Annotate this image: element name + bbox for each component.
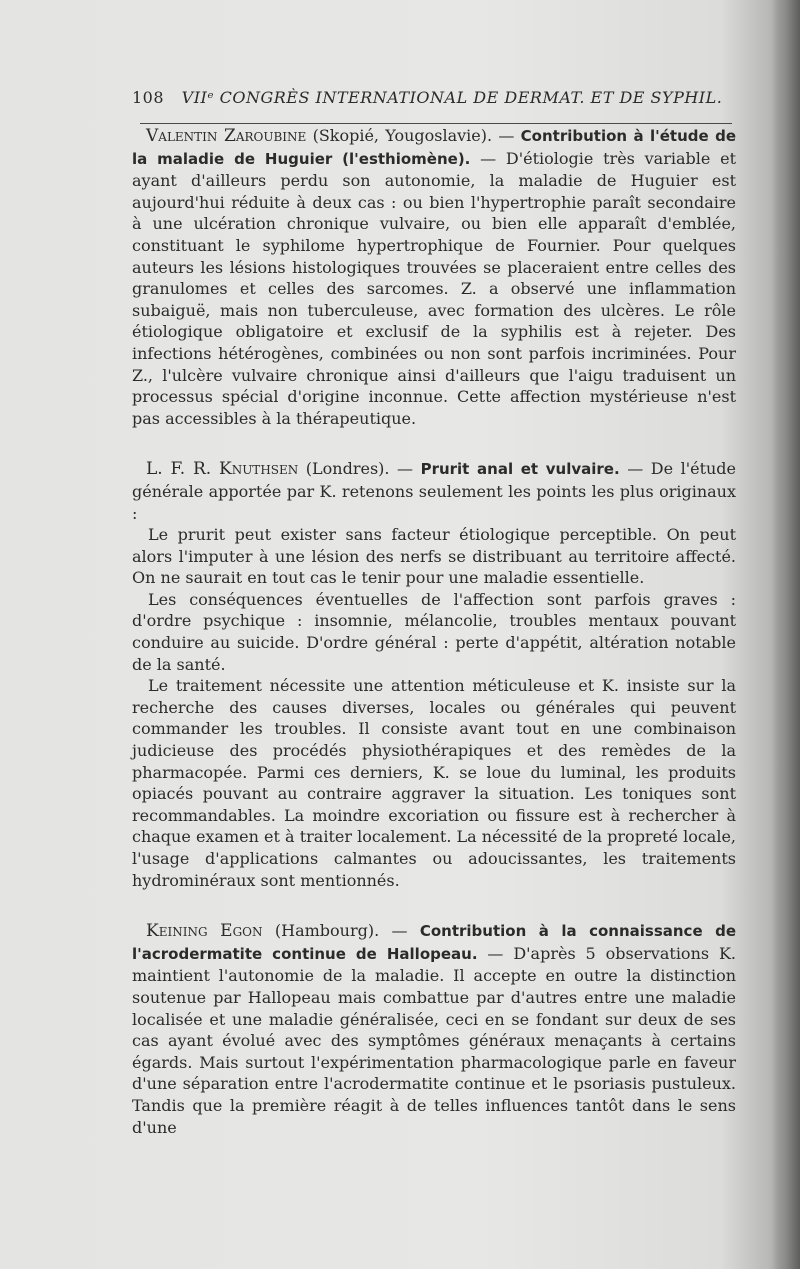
abstract-title: Contribution à la connaissance de l'acrodermatite continue de Hallopeau. — [132, 922, 737, 963]
author-name: Valentin Zaroubine — [146, 126, 307, 146]
author-location: (Skopié, Yougoslavie). — — [306, 126, 521, 145]
abstract-text: — De l'étude générale apportée par K. retenons seulement les points les plus originaux : — [132, 459, 737, 523]
paragraph — [132, 125, 736, 429]
abstract-title: Prurit anal et vulvaire. — [420, 460, 620, 479]
book-spine-shadow — [772, 0, 800, 1269]
running-title: VIIᵉ CONGRÈS INTERNATIONAL DE DERMAT. ET DE SYPHIL. — [181, 88, 723, 107]
paragraph — [132, 458, 736, 524]
running-header — [132, 88, 732, 107]
header-rule — [140, 123, 732, 124]
page-body — [132, 125, 736, 1138]
paragraph: Le prurit peut exister sans facteur étiologique perceptible. On peut alors l'imputer à une lésion des nerfs se distribuant au territoire affecté. On ne saurait en tout cas le tenir pour une maladie essentielle. — [132, 525, 736, 588]
author-name: Keining Egon — [146, 921, 263, 942]
abstract-keining — [132, 920, 736, 1138]
author-location: (Londres). — — [298, 459, 421, 479]
abstract-title: Contribution à l'étude de la maladie de Huguier (l'esthiomène). — [132, 127, 737, 168]
abstract-zaroubine — [132, 125, 736, 429]
abstract-text: — D'après 5 observations K. maintient l'autonomie de la maladie. Il accepte en outre la distinction soutenue par Hallopeau mais combattue par d'autres entre une maladie localisée et une maladie généralisée, ceci en se fondant sur deux de ses cas ayant évolué avec des symptômes généraux menaçants à certains égards. Mais surtout l'expérimentation pharmacologique parle en faveur d'une séparation entre l'acrodermatite continue et le psoriasis pustuleux. Tandis que la première réagit à de telles influences tantôt dans le sens d'une — [132, 943, 737, 1137]
paragraph: Le traitement nécessite une attention méticuleuse et K. insiste sur la recherche des causes diverses, locales ou générales qui peuvent commander les troubles. Il consiste avant tout en une combinaison judicieuse des procédés physiothérapiques et des remèdes de la pharmacopée. Parmi ces derniers, K. se loue du luminal, les produits opiacés pouvant au contraire aggraver la situation. Les toniques sont recommandables. La moindre excoriation ou fissure est à rechercher à chaque examen et à traiter localement. La nécessité de la propreté locale, l'usage d'applications calmantes ou adoucissantes, les traitements hydrominéraux sont mentionnés. — [132, 676, 736, 890]
author-location: (Hambourg). — — [262, 921, 420, 941]
author-name: L. F. R. Knuthsen — [146, 459, 299, 480]
abstract-text: — D'étiologie très variable et ayant d'ailleurs perdu son autonomie, la maladie de Huguier est aujourd'hui réduite à deux cas : ou bien l'hypertrophie paraît secondaire à une ulcération chronique vulvaire, ou bien elle apparaît d'emblée, constituant le syphilome hypertrophique de Fournier. Pour quelques auteurs les lésions histologiques trouvées se placeraient entre celles des granulomes et celles des sarcomes. Z. a observé une inflammation subaiguë, mais non tuberculeuse, avec formation des ulcères. Le rôle étiologique obligatoire et exclusif de la syphilis est à rejeter. Des infections hétérogènes, combinées ou non sont parfois incriminées. Pour Z., l'ulcère vulvaire chronique ainsi d'ailleurs que l'aigu traduisent un processus spécial d'origine inconnue. Cette affection mystérieuse n'est pas accessibles à la thérapeutique. — [132, 148, 737, 428]
paragraph — [132, 920, 736, 1138]
paragraph: Les conséquences éventuelles de l'affection sont parfois graves : d'ordre psychique : insomnie, mélancolie, troubles mentaux pouvant conduire au suicide. D'ordre général : perte d'appétit, altération notable de la santé. — [132, 589, 736, 674]
page-number: 108 — [132, 88, 165, 107]
abstract-knuthsen — [132, 458, 736, 891]
